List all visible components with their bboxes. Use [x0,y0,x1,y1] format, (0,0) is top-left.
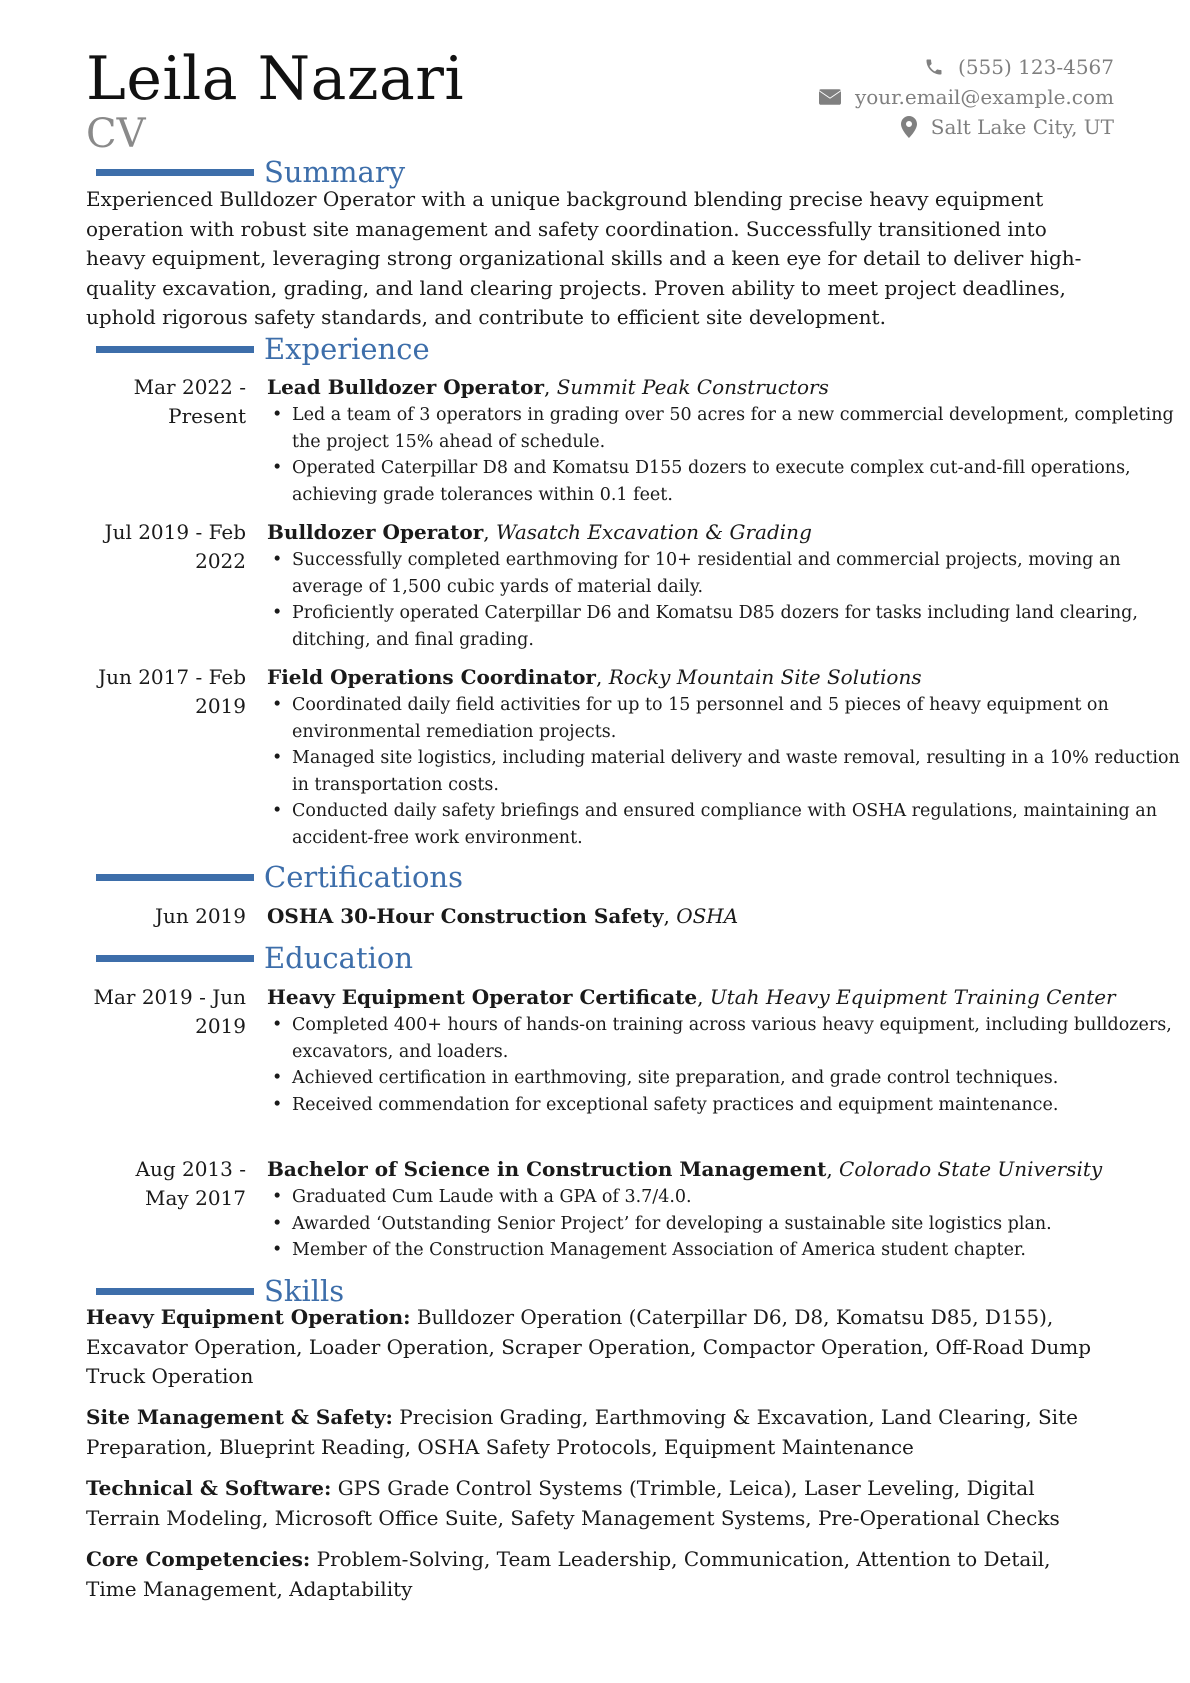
list-item: • Coordinated daily field activities for up to 15 personnel and 5 pieces of heavy equipment on environmental remediation projects. [267,692,1187,745]
envelope-icon [819,89,841,105]
entry-organization: Summit Peak Constructors [556,375,829,399]
experience-section-header [96,332,430,366]
list-item: • Proficiently operated Caterpillar D6 and Komatsu D85 dozers for tasks including land clearing, ditching, and final grading. [267,600,1187,653]
entry-date: Jul 2019 - Feb 2022 [104,520,246,573]
section-title-skills: Skills [264,1274,345,1308]
skill-group [86,1403,1106,1462]
entry-title: Bulldozer Operator [267,520,484,544]
summary-text: Experienced Bulldozer Operator with a unique background blending precise heavy equipment operation with robust site management and safety coordination. Successfully transitioned into heavy equipment, leveraging strong organizational skills and a keen eye for detail to deliver high-quality excavation, grading, and land clearing projects. Proven ability to meet project deadlines, uphold rigorous safety standards, and contribute to efficient site development. [86,187,1082,329]
skill-group-label: Core Competencies: [86,1547,311,1571]
email-link[interactable]: your.email@example.com [854,85,1114,109]
entry-title-line: Bachelor of Science in Construction Management, Colorado State University [267,1157,1103,1181]
entry-title: OSHA 30-Hour Construction Safety [267,904,664,928]
section-accent-bar [96,1288,254,1295]
contact-email [819,82,1114,112]
document-subtitle: CV [86,111,146,157]
entry-bullets [267,1184,1187,1264]
section-title-summary: Summary [264,155,406,189]
contact-location [819,112,1114,142]
skill-group [86,1545,1106,1604]
skill-group-text: GPS Grade Control Systems (Trimble, Leica), Laser Leveling, Digital Terrain Modeling, Microsoft Office Suite, Safety Management Systems, Pre-Operational Checks [86,1476,1060,1530]
entry-date: Aug 2013 - May 2017 [135,1157,246,1210]
skill-group [86,1303,1106,1392]
list-item: • Graduated Cum Laude with a GPA of 3.7/4.0. [267,1184,1187,1211]
skill-group-label: Heavy Equipment Operation: [86,1305,411,1329]
entry-date: Mar 2019 - Jun 2019 [93,985,246,1038]
entry-title-line: Bulldozer Operator, Wasatch Excavation & Grading [267,520,812,544]
list-item: • Successfully completed earthmoving for 10+ residential and commercial projects, moving an average of 1,500 cubic yards of material daily. [267,547,1187,600]
skill-group-text: Bulldozer Operation (Caterpillar D6, D8, Komatsu D85, D155), Excavator Operation, Loader Operation, Scraper Operation, Compactor Operation, Off-Road Dump Truck Operation [86,1305,1092,1388]
summary-section-header [96,155,405,189]
list-item: • Led a team of 3 operators in grading over 50 acres for a new commercial development, completing the project 15% ahead of schedule. [267,402,1187,455]
skill-group-text: Precision Grading, Earthmoving & Excavation, Land Clearing, Site Preparation, Blueprint Reading, OSHA Safety Protocols, Equipment Maintenance [86,1405,1078,1459]
entry-title-line: Lead Bulldozer Operator, Summit Peak Constructors [267,375,829,399]
entry-title: Bachelor of Science in Construction Management [267,1157,827,1181]
entry-bullets [267,402,1187,508]
education-section-header [96,941,413,975]
list-item: • Operated Caterpillar D8 and Komatsu D155 dozers to execute complex cut-and-fill operations, achieving grade tolerances within 0.1 feet. [267,455,1187,508]
entry-date: Jun 2019 [154,904,246,928]
section-title-experience: Experience [264,332,430,366]
entry-title: Field Operations Coordinator [267,665,596,689]
entry-date: Jun 2017 - Feb 2019 [98,665,246,718]
list-item: • Achieved certification in earthmoving, site preparation, and grade control techniques. [267,1065,1187,1092]
list-item: • Completed 400+ hours of hands-on training across various heavy equipment, including bulldozers, excavators, and loaders. [267,1012,1187,1065]
entry-bullets [267,692,1187,851]
entry-date: Mar 2022 - Present [133,375,246,428]
entry-title-line: OSHA 30-Hour Construction Safety, OSHA [267,904,739,928]
list-item: • Member of the Construction Management Association of America student chapter. [267,1237,1187,1264]
entry-organization: Rocky Mountain Site Solutions [608,665,922,689]
skill-group-label: Site Management & Safety: [86,1405,393,1429]
section-title-certifications: Certifications [264,860,463,894]
list-item: • Conducted daily safety briefings and ensured compliance with OSHA regulations, maintaining an accident-free work environment. [267,798,1187,851]
entry-title-line: Heavy Equipment Operator Certificate, Utah Heavy Equipment Training Center [267,985,1116,1009]
entry-title: Lead Bulldozer Operator [267,375,544,399]
skill-group-label: Technical & Software: [86,1476,332,1500]
entry-organization: OSHA [676,904,739,928]
entry-title-line: Field Operations Coordinator, Rocky Mountain Site Solutions [267,665,922,689]
phone-text: (555) 123-4567 [958,55,1114,79]
candidate-name: Leila Nazari [86,44,465,114]
skill-group [86,1474,1106,1533]
location-pin-icon [901,116,917,138]
section-title-education: Education [264,941,414,975]
entry-title: Heavy Equipment Operator Certificate [267,985,698,1009]
list-item: • Managed site logistics, including material delivery and waste removal, resulting in a 10% reduction in transportation costs. [267,745,1187,798]
contact-block [819,52,1114,142]
section-accent-bar [96,346,254,353]
entry-organization: Utah Heavy Equipment Training Center [709,985,1116,1009]
skill-group-text: Problem-Solving, Team Leadership, Communication, Attention to Detail, Time Management, Adaptability [86,1547,1051,1601]
list-item: • Received commendation for exceptional safety practices and equipment maintenance. [267,1092,1187,1119]
certifications-section-header [96,860,463,894]
entry-organization: Colorado State University [839,1157,1103,1181]
entry-organization: Wasatch Excavation & Grading [496,520,812,544]
section-accent-bar [96,874,254,881]
entry-bullets [267,547,1187,653]
entry-bullets [267,1012,1187,1118]
contact-phone [819,52,1114,82]
phone-icon [924,57,944,77]
list-item: • Awarded ‘Outstanding Senior Project’ for developing a sustainable site logistics plan. [267,1211,1187,1238]
section-accent-bar [96,169,254,176]
section-accent-bar [96,955,254,962]
location-text: Salt Lake City, UT [930,115,1114,139]
